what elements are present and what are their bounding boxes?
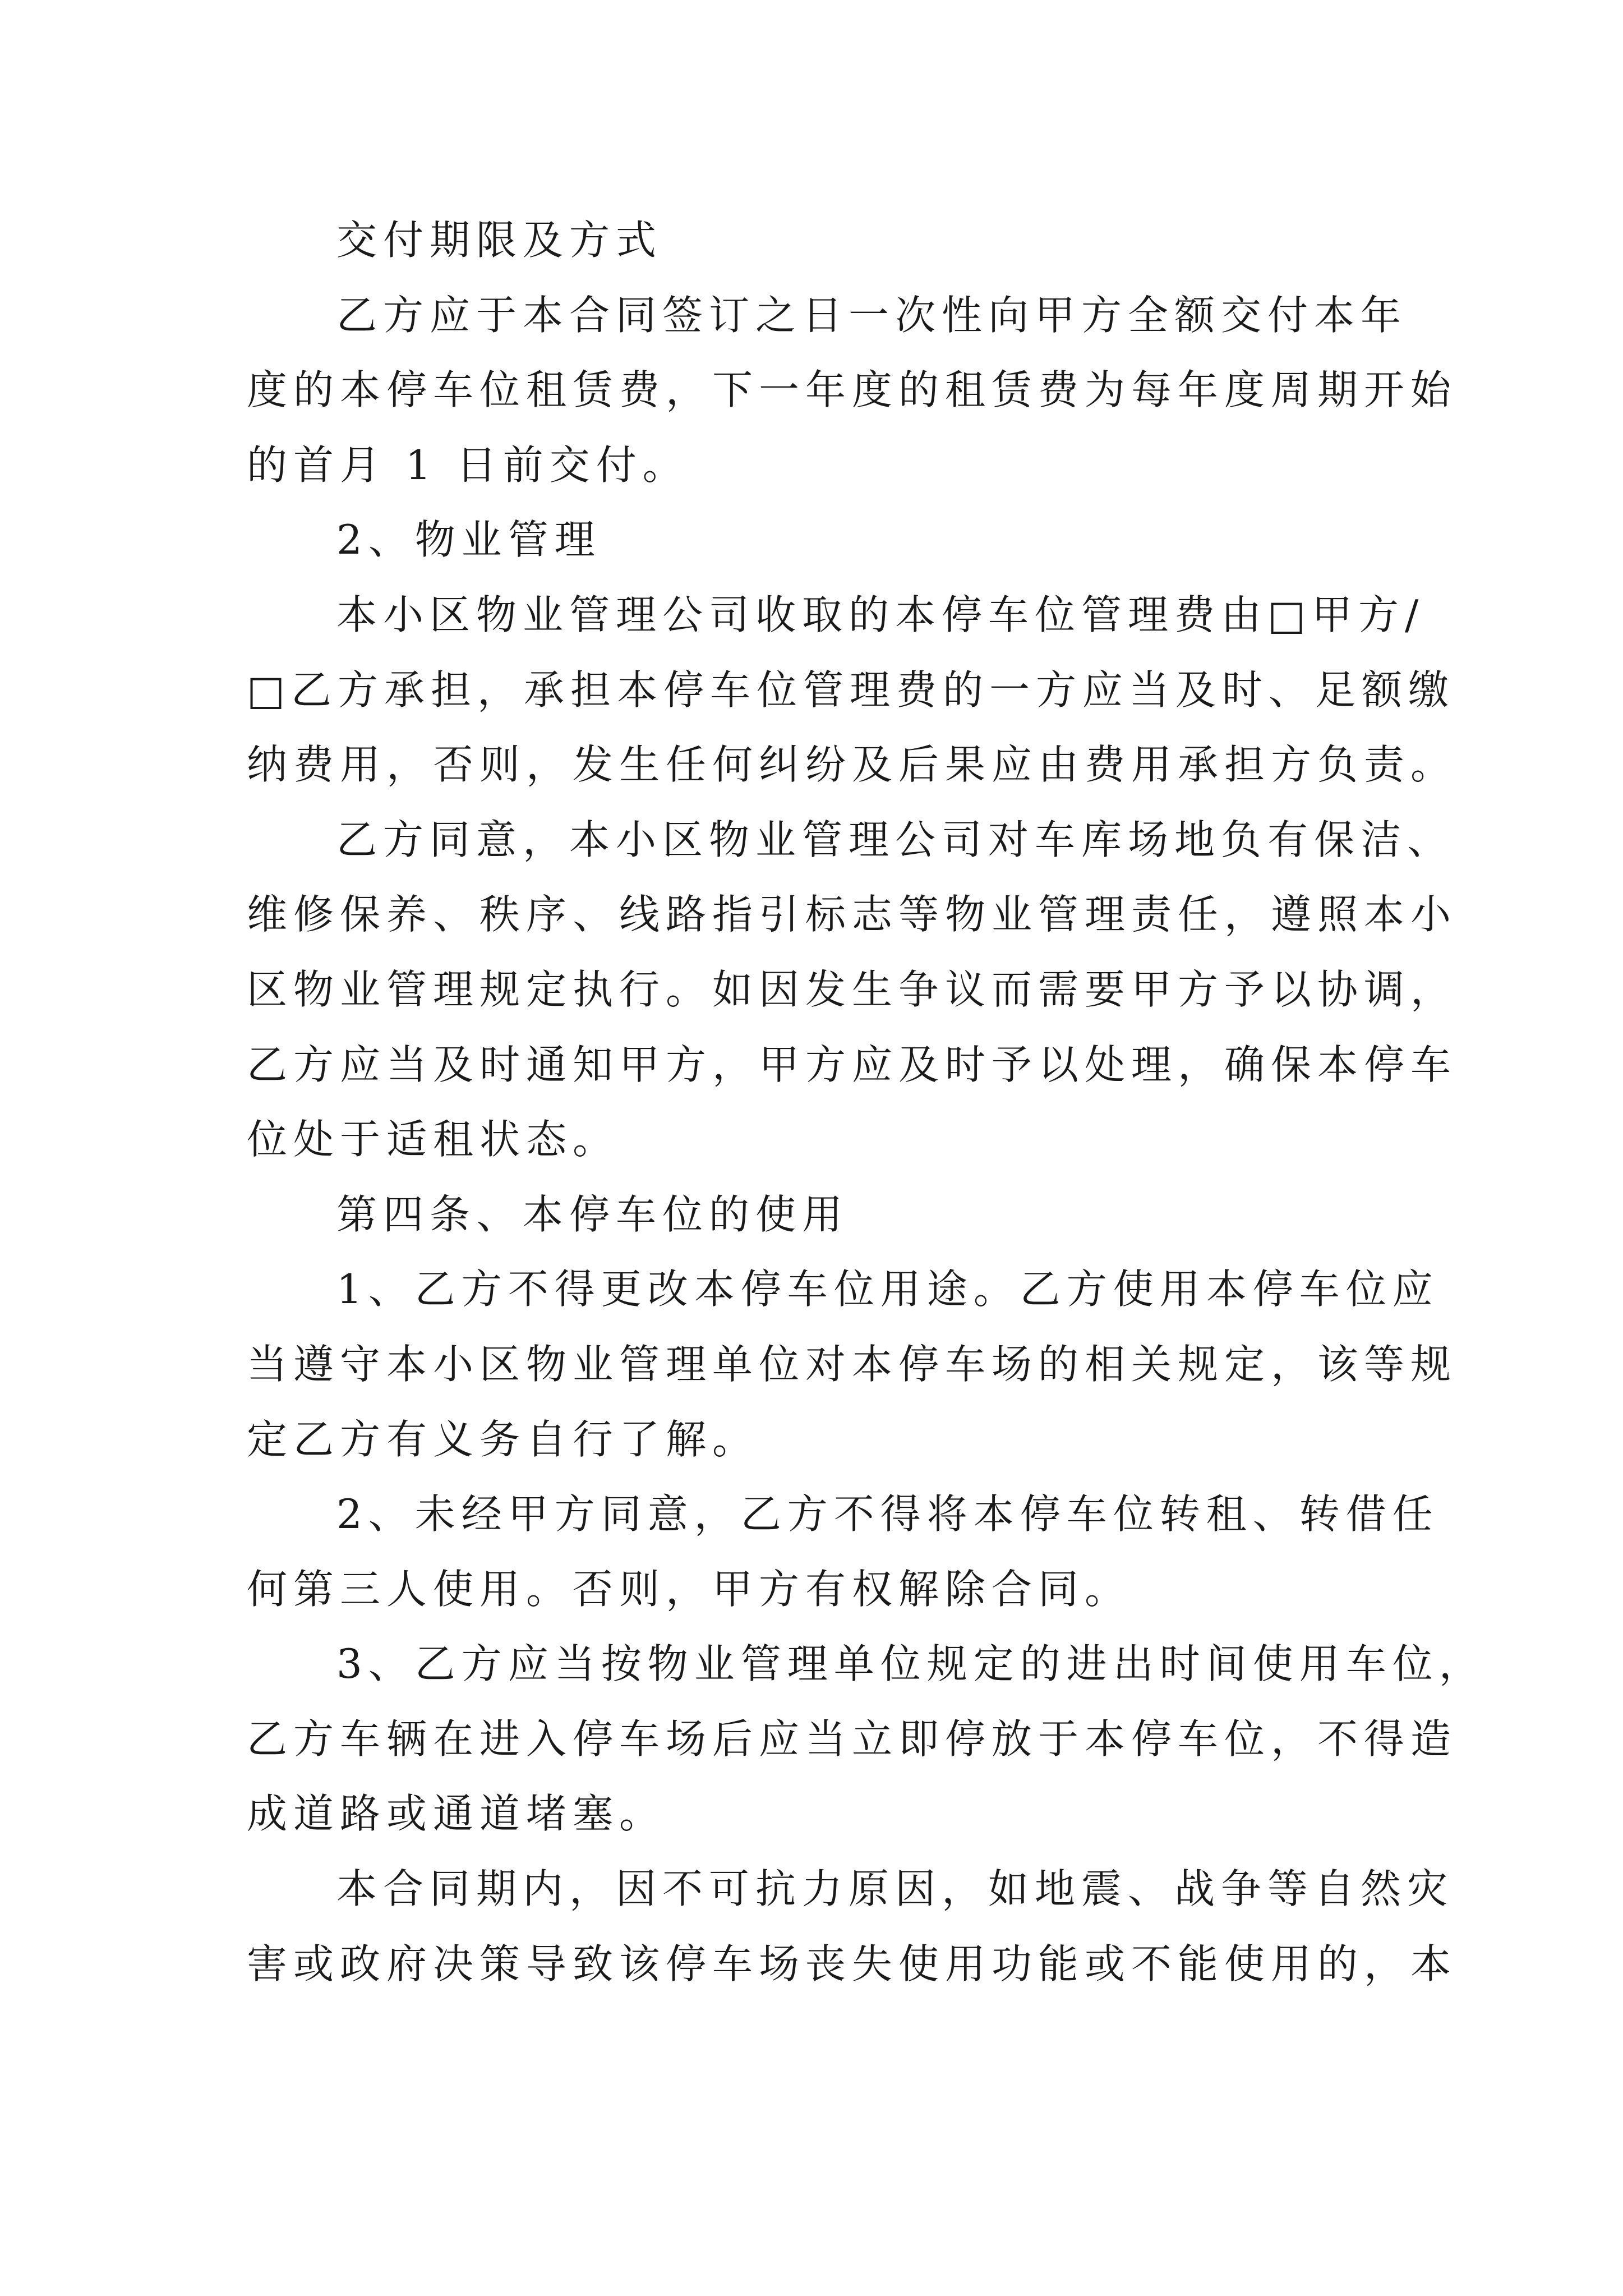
text-line: 交付期限及方式 [336, 217, 663, 264]
text-line: 区物业管理规定执行。如因发生争议而需要甲方予以协调， [247, 965, 1458, 1013]
text-line: 乙方车辆在进入停车场后应当立即停放于本停车位，不得造 [247, 1715, 1458, 1763]
text-line: 成道路或通道堵塞。 [247, 1790, 666, 1838]
text-line: 害或政府决策导致该停车场丧失使用功能或不能使用的，本 [247, 1940, 1458, 1987]
text-line: 定乙方有义务自行了解。 [247, 1415, 759, 1463]
text-line: 1、乙方不得更改本停车位用途。乙方使用本停车位应 [336, 1266, 1439, 1313]
text-line: 的首月 1 日前交付。 [247, 441, 689, 489]
section-heading: 2、物业管理 [336, 516, 601, 564]
text-line: 3、乙方应当按物业管理单位规定的进出时间使用车位， [336, 1640, 1486, 1688]
text-line: 乙方同意，本小区物业管理公司对车库场地负有保洁、 [336, 816, 1454, 863]
text-line: 何第三人使用。否则，甲方有权解除合同。 [247, 1565, 1132, 1613]
text-line: 本合同期内，因不可抗力原因，如地震、战争等自然灾 [336, 1865, 1454, 1913]
text-line: 度的本停车位租赁费，下一年度的租赁费为每年度周期开始 [247, 366, 1458, 414]
text-line: 乙方应于本合同签订之日一次性向甲方全额交付本年 [336, 291, 1408, 339]
text-line: 位处于适租状态。 [247, 1116, 620, 1163]
document-body [247, 203, 1486, 2001]
text-line: 维修保养、秩序、线路指引标志等物业管理责任，遵照本小 [247, 891, 1458, 938]
text-line: 乙方应当及时通知甲方，甲方应及时予以处理，确保本停车 [247, 1041, 1458, 1088]
article-heading: 第四条、本停车位的使用 [336, 1190, 849, 1238]
text-line: 本小区物业管理公司收取的本停车位管理费由□甲方/ [336, 591, 1425, 638]
text-line: □乙方承担，承担本停车位管理费的一方应当及时、足额缴 [247, 666, 1455, 714]
text-line: 当遵守本小区物业管理单位对本停车场的相关规定，该等规 [247, 1340, 1458, 1388]
text-line: 2、未经甲方同意，乙方不得将本停车位转租、转借任 [336, 1490, 1439, 1538]
text-line: 纳费用，否则，发生任何纠纷及后果应由费用承担方负责。 [247, 741, 1458, 789]
